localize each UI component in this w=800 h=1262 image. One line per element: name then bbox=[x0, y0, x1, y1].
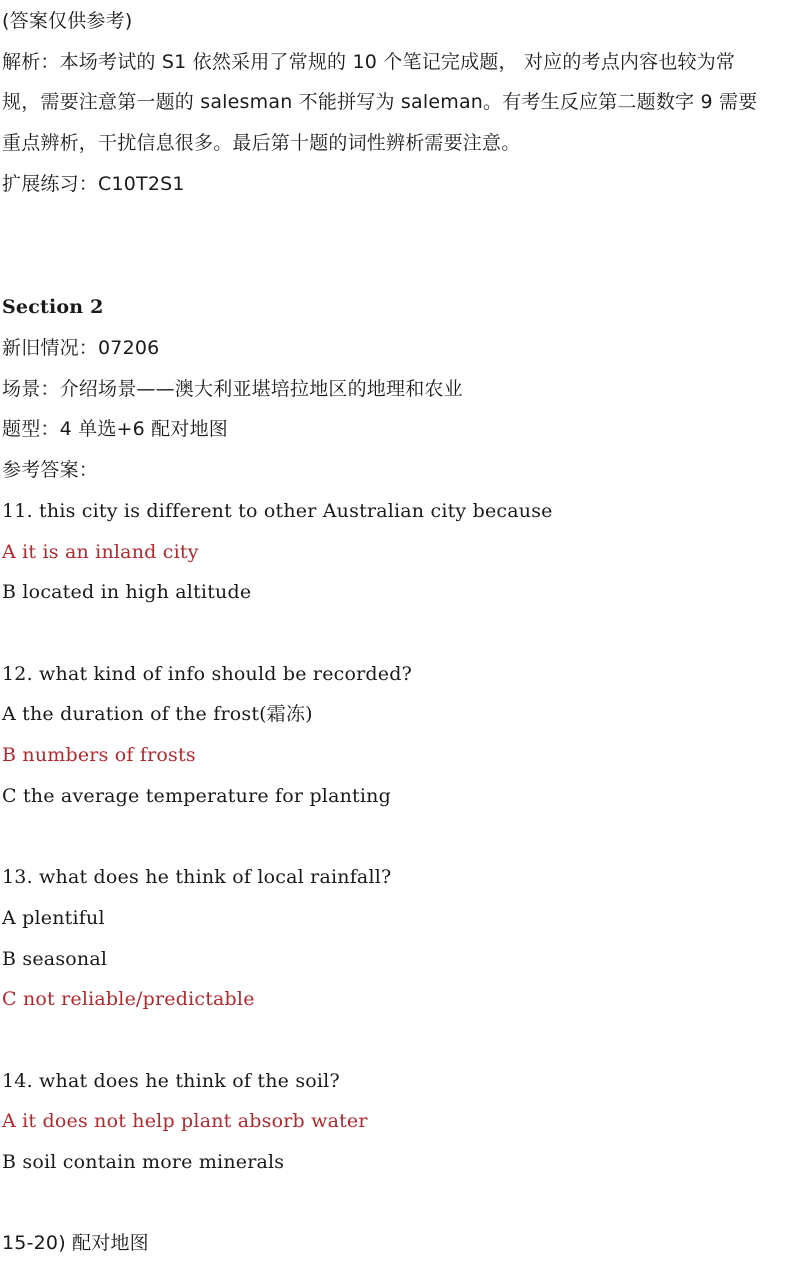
question-14-option-a-correct: A it does not help plant absorb water bbox=[2, 1110, 368, 1132]
question-14: 14. what does he think of the soil? bbox=[2, 1070, 340, 1092]
section-question-types: 题型：4 单选+6 配对地图 bbox=[2, 418, 228, 440]
question-11: 11. this city is different to other Australian city because bbox=[2, 500, 553, 522]
question-11-option-b: B located in high altitude bbox=[2, 581, 252, 603]
question-14-option-b: B soil contain more minerals bbox=[2, 1151, 285, 1173]
question-12-option-b-correct: B numbers of frosts bbox=[2, 744, 196, 766]
section-scene: 场景：介绍场景——澳大利亚堪培拉地区的地理和农业 bbox=[2, 378, 463, 400]
answer-reference-note: (答案仅供参考) bbox=[2, 10, 133, 32]
section-status: 新旧情况：07206 bbox=[2, 337, 160, 359]
question-12: 12. what kind of info should be recorded? bbox=[2, 663, 412, 685]
reference-answers-label: 参考答案： bbox=[2, 459, 99, 481]
section-heading: Section 2 bbox=[2, 296, 104, 318]
question-12-option-c: C the average temperature for planting bbox=[2, 785, 391, 807]
question-13-option-b: B seasonal bbox=[2, 948, 108, 970]
question-12-option-a: A the duration of the frost(霜冻) bbox=[2, 703, 313, 725]
question-13: 13. what does he think of local rainfall? bbox=[2, 866, 392, 888]
extension-practice: 扩展练习：C10T2S1 bbox=[2, 173, 185, 195]
analysis-line-2: 规，需要注意第一题的 salesman 不能拼写为 saleman。有考生反应第二题数字 9 需要 bbox=[2, 91, 758, 113]
question-13-option-a: A plentiful bbox=[2, 907, 105, 929]
analysis-line-3: 重点辨析，干扰信息很多。最后第十题的词性辨析需要注意。 bbox=[2, 132, 521, 154]
analysis-line-1: 解析：本场考试的 S1 依然采用了常规的 10 个笔记完成题， 对应的考点内容也较为常 bbox=[2, 51, 736, 73]
question-11-option-a-correct: A it is an inland city bbox=[2, 541, 199, 563]
question-13-option-c-correct: C not reliable/predictable bbox=[2, 988, 255, 1010]
map-matching-heading: 15-20) 配对地图 bbox=[2, 1232, 149, 1254]
